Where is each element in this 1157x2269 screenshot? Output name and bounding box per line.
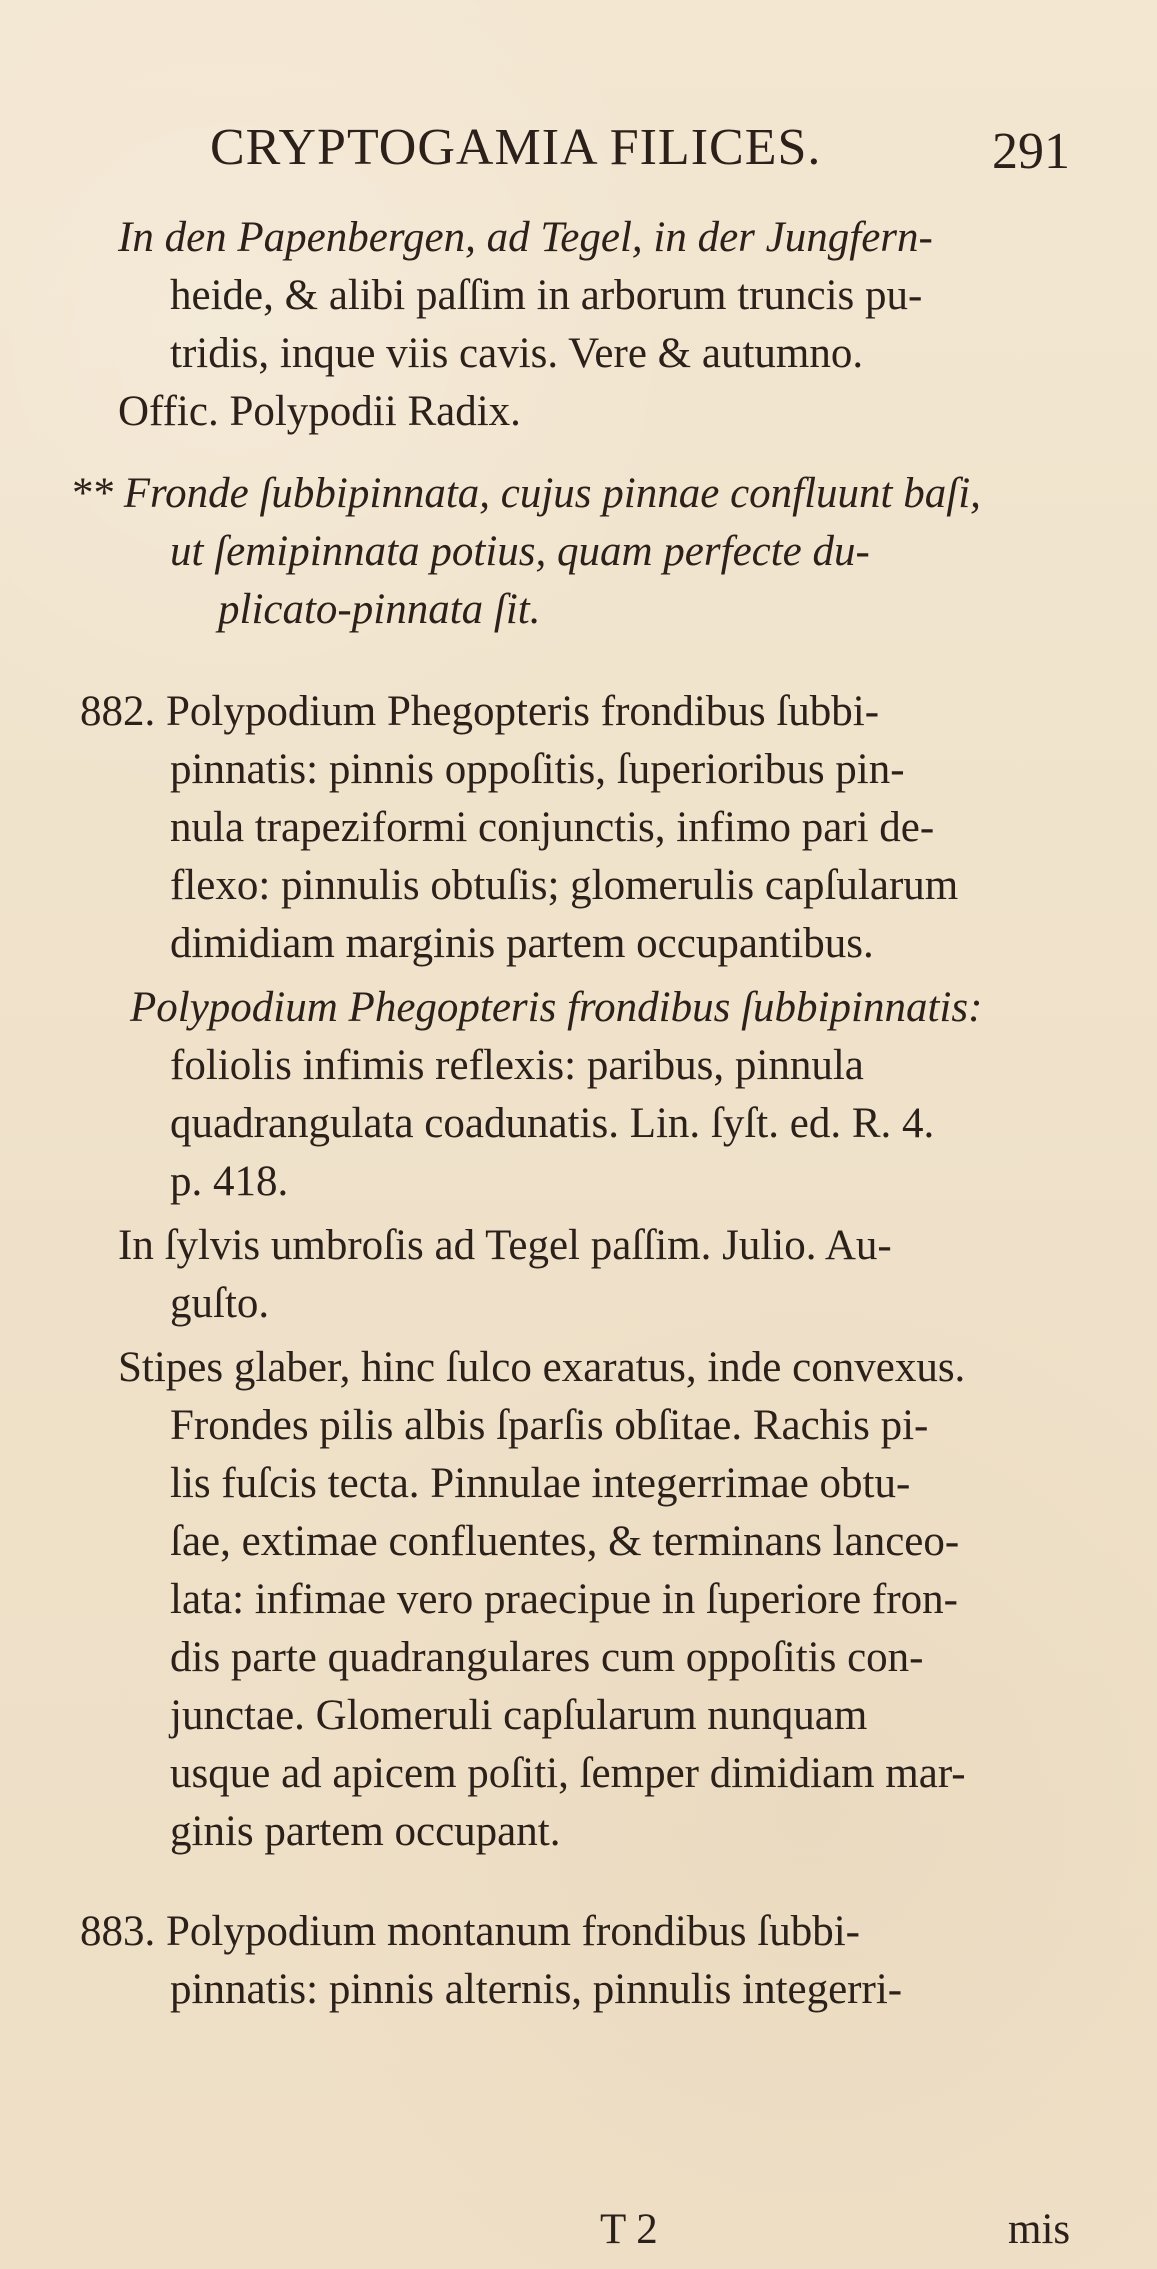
text-line-1: In den Papenbergen, ad Tegel, in der Jungfern-	[118, 214, 933, 261]
signature-mark: T 2	[600, 2206, 658, 2253]
catchword: mis	[1008, 2206, 1071, 2253]
page-header	[190, 118, 1070, 178]
text-line-22: ſae, extimae confluentes, & terminans lanceo-	[170, 1518, 960, 1565]
text-line-25: junctae. Glomeruli capſularum nunquam	[170, 1692, 868, 1739]
text-line-3: tridis, inque viis cavis. Vere & autumno.	[170, 330, 864, 377]
text-line-9: pinnatis: pinnis oppoſitis, ſuperioribus pin-	[170, 746, 905, 793]
text-line-17: In ſylvis umbroſis ad Tegel paſſim. Julio. Au-	[118, 1222, 892, 1269]
text-line-11: flexo: pinnulis obtuſis; glomerulis capſularum	[170, 862, 959, 909]
text-line-13: Polypodium Phegopteris frondibus ſubbipinnatis:	[130, 984, 983, 1031]
page-number: 291	[992, 123, 1070, 180]
text-line-23: lata: infimae vero praecipue in ſuperiore fron-	[170, 1576, 958, 1623]
text-line-29: pinnatis: pinnis alternis, pinnulis integerri-	[170, 1966, 903, 2013]
text-line-5: ** Fronde ſubbipinnata, cujus pinnae confluunt baſi,	[70, 470, 981, 517]
text-line-16: p. 418.	[170, 1158, 289, 1205]
text-line-21: lis fuſcis tecta. Pinnulae integerrimae obtu-	[170, 1460, 911, 1507]
text-line-24: dis parte quadrangulares cum oppoſitis con-	[170, 1634, 924, 1681]
text-line-28: 883. Polypodium montanum frondibus ſubbi-	[80, 1908, 860, 1955]
text-line-19: Stipes glaber, hinc ſulco exaratus, inde convexus.	[118, 1344, 966, 1391]
text-line-4: Offic. Polypodii Radix.	[118, 388, 521, 435]
text-line-14: foliolis infimis reflexis: paribus, pinnula	[170, 1042, 864, 1089]
running-head: CRYPTOGAMIA FILICES.	[210, 119, 822, 176]
text-line-15: quadrangulata coadunatis. Lin. ſyſt. ed. R. 4.	[170, 1100, 935, 1147]
text-line-2: heide, & alibi paſſim in arborum truncis pu-	[170, 272, 923, 319]
text-line-20: Frondes pilis albis ſparſis obſitae. Rachis pi-	[170, 1402, 929, 1449]
text-line-8: 882. Polypodium Phegopteris frondibus ſubbi-	[80, 688, 880, 735]
text-line-18: guſto.	[170, 1280, 270, 1327]
text-line-12: dimidiam marginis partem occupantibus.	[170, 920, 874, 967]
text-line-6: ut ſemipinnata potius, quam perfecte du-	[170, 528, 870, 575]
text-line-7: plicato-pinnata ſit.	[218, 586, 541, 633]
text-line-27: ginis partem occupant.	[170, 1808, 561, 1855]
text-line-26: usque ad apicem poſiti, ſemper dimidiam mar-	[170, 1750, 966, 1797]
text-line-10: nula trapeziformi conjunctis, infimo pari de-	[170, 804, 935, 851]
